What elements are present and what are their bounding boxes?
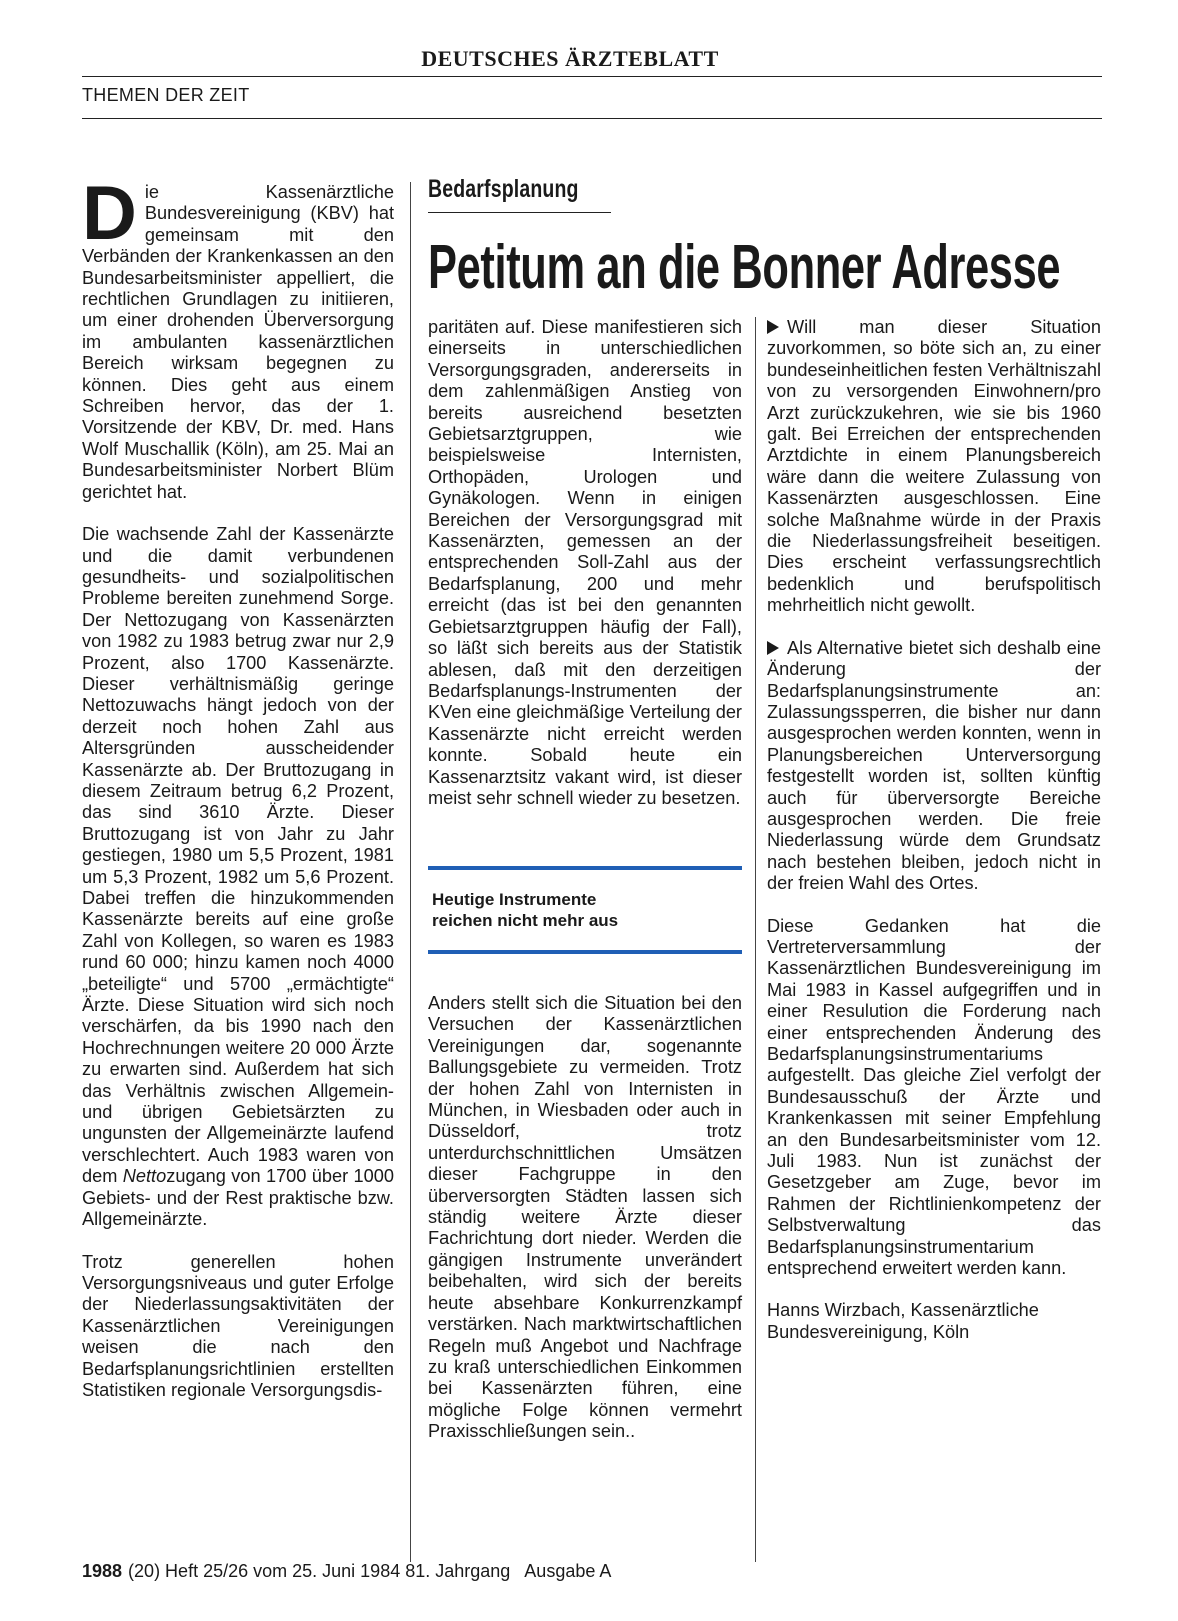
drop-cap: D [82,171,137,256]
author-line: Hanns Wirzbach, Kassenärztliche [767,1300,1039,1321]
subheading-box [428,866,742,962]
column-divider-1 [410,182,411,1562]
triangle-bullet-icon [767,641,779,655]
page-number: 1988 [82,1561,123,1581]
page-footer [82,1561,611,1582]
kicker-underline [428,212,611,213]
paragraph: paritäten auf. Diese manifestieren sich einerseits in unterschiedlichen Versorgungsgraden, andererseits in dem zahlenmäßigen Anstieg von bereits ausreichend besetzten Gebietsarztgruppen, wie beispielsweise Internisten, Orthopäden, Urologen und Gynäkologen. Wenn in einigen Bereichen der Versorgungsgrad mit Kassenärzten, gemessen an der entsprechenden Soll-Zahl aus der Bedarfsplanung, 200 und mehr erreicht (das ist bei den genannten Gebietsarztgruppen häufig der Fall), so läßt sich bereits aus der Statistik ablesen, daß mit den derzeitigen Bedarfsplanungs-Instrumenten der KVen eine gleichmäßige Verteilung der Kassenärzte nicht erreicht werden konnte. Sobald heute ein Kassenarztsitz vakant wird, ist dieser meist sehr schnell wieder zu besetzen. [428,317,742,808]
paragraph: Trotz generellen hohen Versorgungsniveaus und guter Erfolge der Niederlassungsaktivitäten der Kassenärztlichen Vereinigungen weisen die nach den Bedarfsplanungsrichtlinien erstellten Statistiken regionale Versorgungsdis- [82,1251,394,1400]
subheading-line: reichen nicht mehr aus [432,911,619,930]
masthead-rule [82,76,1102,77]
subheading-rule-top [428,866,742,870]
article-headline: Petitum an die Bonner Adresse [428,233,1061,302]
masthead: DEUTSCHES ÄRZTEBLATT [421,46,719,71]
column-divider-2 [755,317,756,1562]
paragraph-text: Als Alternative bietet sich deshalb eine Änderung der Bedarfsplanungsinstrumente an: Zulassungssperren, die bisher nur dann ausgesprochen werden konnten, wenn in Planungsbereichen Unterversorgung festgestellt worden ist, sollten künftig auch für überversorgte Bereiche ausgesprochen werden. Die freie Niederlassung würde dem Grundsatz nach bestehen bleiben, jedoch nicht in der freien Wahl des Ortes. [767,637,1101,894]
paragraph [767,638,1101,895]
article-kicker: Bedarfsplanung [428,175,579,203]
issue-info: (20) Heft 25/26 vom 25. Juni 1984 81. Jahrgang Ausgabe A [128,1561,612,1581]
author-credit [767,1300,1101,1343]
triangle-bullet-icon [767,320,779,334]
article-column-2-continued [428,993,742,1464]
paragraph: Anders stellt sich die Situation bei den Versuchen der Kassenärztlichen Vereinigungen dar, sogenannte Ballungsgebiete zu vermeiden. Trotz der hohen Zahl von Internisten in München, in Wiesbaden oder auch in Düsseldorf, trotz unterdurchschnittlichen Umsätzen dieser Fachgruppe in den überversorgten Städten lassen sich ständig weitere Ärzte dieser Fachrichtung dort nieder. Werden die gängigen Instrumente unverändert beibehalten, wird sich der bereits heute absehbare Konkurrenzkampf verstärken. Nach marktwirtschaftlichen Regeln muß Angebot und Nachfrage zu kraß unterschiedlichen Einkommen bei Kassenärzten führen, eine mögliche Folge können vermehrt Praxisschließungen sein.. [428,993,742,1442]
article-column-1 [82,171,394,1422]
paragraph-text: ie Kassenärztliche Bundesvereinigung (KBV) hat gemeinsam mit den Verbänden der Krankenkassen an den Bundesarbeitsminister appelliert, die rechtlichen Grundlagen zu initiieren, um einer drohenden Überversorgung im ambulanten kassenärztlichen Bereich wirksam begegnen zu können. Dies geht aus einem Schreiben hervor, das der 1. Vorsitzende der KBV, Dr. med. Hans Wolf Muschallik (Köln), am 25. Mai an Bundesarbeitsminister Norbert Blüm gerichtet hat. [82,182,394,502]
section-label: THEMEN DER ZEIT [82,85,250,105]
paragraph [82,524,394,1230]
subheading-line: Heutige Instrumente [432,890,597,909]
author-line: Bundesvereinigung, Köln [767,1321,970,1342]
paragraph [82,171,394,503]
subheading-rule-bottom [428,950,742,954]
section-rule [82,118,1102,119]
paragraph-text: Die wachsende Zahl der Kassenärzte und die damit verbundenen gesundheits- und sozialpolitischen Probleme bereiten zunehmend Sorge. Der Nettozugang von Kassenärzten von 1982 zu 1983 betrug zwar nur 2,9 Prozent, also 1700 Kassenärzte. Dieser verhältnismäßig geringe Nettozuwachs hängt jedoch von der derzeit noch hohen Zahl aus Altersgründen ausscheidender Kassenärzte ab. Der Bruttozugang in diesem Zeitraum betrug 6,2 Prozent, das sind 3610 Ärzte. Dieser Bruttozugang ist von Jahr zu Jahr gestiegen, 1980 um 5,5 Prozent, 1981 um 5,3 Prozent, 1982 um 5,6 Prozent. Dabei treffen die hinzukommenden Kassenärzte bereits auf eine große Zahl von Kollegen, so waren es 1983 rund 60 000; hinzu kamen noch 4000 „beteiligte“ und 5700 „ermächtigte“ Ärzte. Diese Situation wird sich noch verschärfen, da bis 1990 nach den Hochrechnungen weitere 20 000 Ärzte zu erwarten sind. Außerdem hat sich das Verhältnis zwischen Allgemein- und übrigen Gebietsärzten zu ungunsten der Allgemeinärzte laufend verschlechtert. Auch 1983 waren von dem [82,524,394,1187]
paragraph-text: zugang von 1700 über 1000 Gebiets- und der Rest praktische bzw. Allgemeinärzte. [82,1166,394,1230]
paragraph: Diese Gedanken hat die Vertreterversammlung der Kassenärztlichen Bundesvereinigung im Mai 1983 in Kassel aufgegriffen und in einer Resulution die Forderung nach einer entsprechenden Änderung des Bedarfsplanungsinstrumentariums aufgestellt. Das gleiche Ziel verfolgt der Bundesausschuß der Ärzte und Krankenkassen mit seiner Empfehlung an den Bundesarbeitsminister vom 12. Juli 1983. Nun ist zunächst der Gesetzgeber am Zuge, bevor im Rahmen der Richtlinienkompetenz der Selbstverwaltung das Bedarfsplanungsinstrumentarium entsprechend erweitert werden kann. [767,915,1101,1279]
article-column-2 [428,317,742,830]
subheading [432,889,618,931]
paragraph-text: Will man dieser Situation zuvorkommen, so böte sich an, zu einer bundeseinheitlichen festen Verhältniszahl von zu versorgenden Einwohnern/pro Arzt zurückzukehren, wie sie bis 1960 galt. Bei Erreichen der entsprechenden Arztdichte in einem Planungsbereich wäre dann die weitere Zulassung von Kassenärzten ausgeschlossen. Eine solche Maßnahme würde in der Praxis die Niederlassungsfreiheit beseitigen. Dies erscheint verfassungsrechtlich bedenklich und berufspolitisch mehrheitlich nicht gewollt. [767,317,1101,616]
paragraph [767,317,1101,617]
article-column-3 [767,317,1101,1364]
italic-emphasis: Netto [122,1166,167,1187]
